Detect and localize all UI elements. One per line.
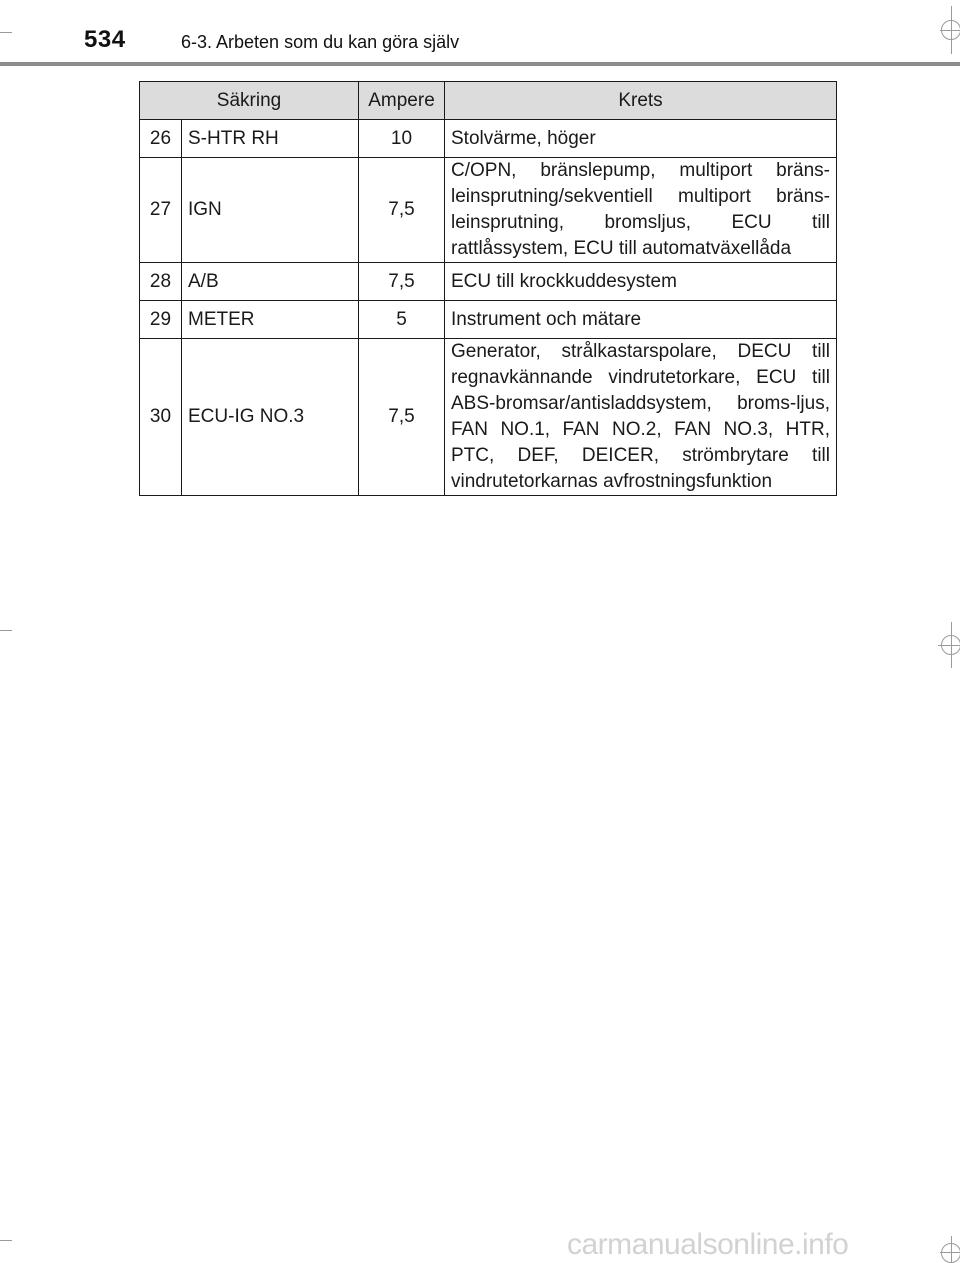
fuse-ampere: 7,5 [359,339,445,496]
fuse-ampere: 5 [359,301,445,339]
crop-mark-bottom-left [0,1240,12,1241]
table-row [140,158,837,263]
fuse-circuit: C/OPN, bränslepump, multiport bräns-leinsprutning/sekventiell multiport bräns-leinsprutning, bromsljus, ECU till rattlåssystem, ECU till automatväxellåda [445,158,837,263]
table-row [140,120,837,158]
fuse-name: A/B [182,263,359,301]
crop-mark-top-left [0,32,12,33]
crop-mark-mid-left [0,630,12,631]
fuse-name: S-HTR RH [182,120,359,158]
fuse-table [139,81,837,496]
fuse-name: ECU-IG NO.3 [182,339,359,496]
fuse-number: 26 [140,120,182,158]
table-row [140,263,837,301]
registration-circle-top-right [941,20,960,40]
table-header-row [140,82,837,120]
fuse-name: IGN [182,158,359,263]
fuse-name: METER [182,301,359,339]
fuse-circuit: Generator, strålkastarspolare, DECU till regnavkännande vindrutetorkare, ECU till ABS-bromsar/antisladdsystem, broms-ljus, FAN NO.1, FAN NO.2, FAN NO.3, HTR, PTC, DEF, DEICER, strömbrytare till vindrutetorkarnas avfrostningsfunktion [445,339,837,496]
registration-circle-mid-right [941,635,960,655]
watermark: carmanualsonline.info [567,1228,849,1261]
column-header-circuit: Krets [445,82,837,120]
column-header-ampere: Ampere [359,82,445,120]
fuse-ampere: 10 [359,120,445,158]
fuse-number: 28 [140,263,182,301]
fuse-number: 30 [140,339,182,496]
fuse-ampere: 7,5 [359,158,445,263]
section-title: 6-3. Arbeten som du kan göra själv [181,32,460,52]
fuse-circuit: Instrument och mätare [445,301,837,339]
header-rule [0,62,960,66]
column-header-fuse: Säkring [140,82,359,120]
registration-circle-bottom-right [941,1243,960,1263]
fuse-circuit: ECU till krockkuddesystem [445,263,837,301]
fuse-number: 29 [140,301,182,339]
fuse-number: 27 [140,158,182,263]
table-row [140,339,837,496]
fuse-circuit: Stolvärme, höger [445,120,837,158]
fuse-ampere: 7,5 [359,263,445,301]
page-number: 534 [84,26,126,53]
table-row [140,301,837,339]
